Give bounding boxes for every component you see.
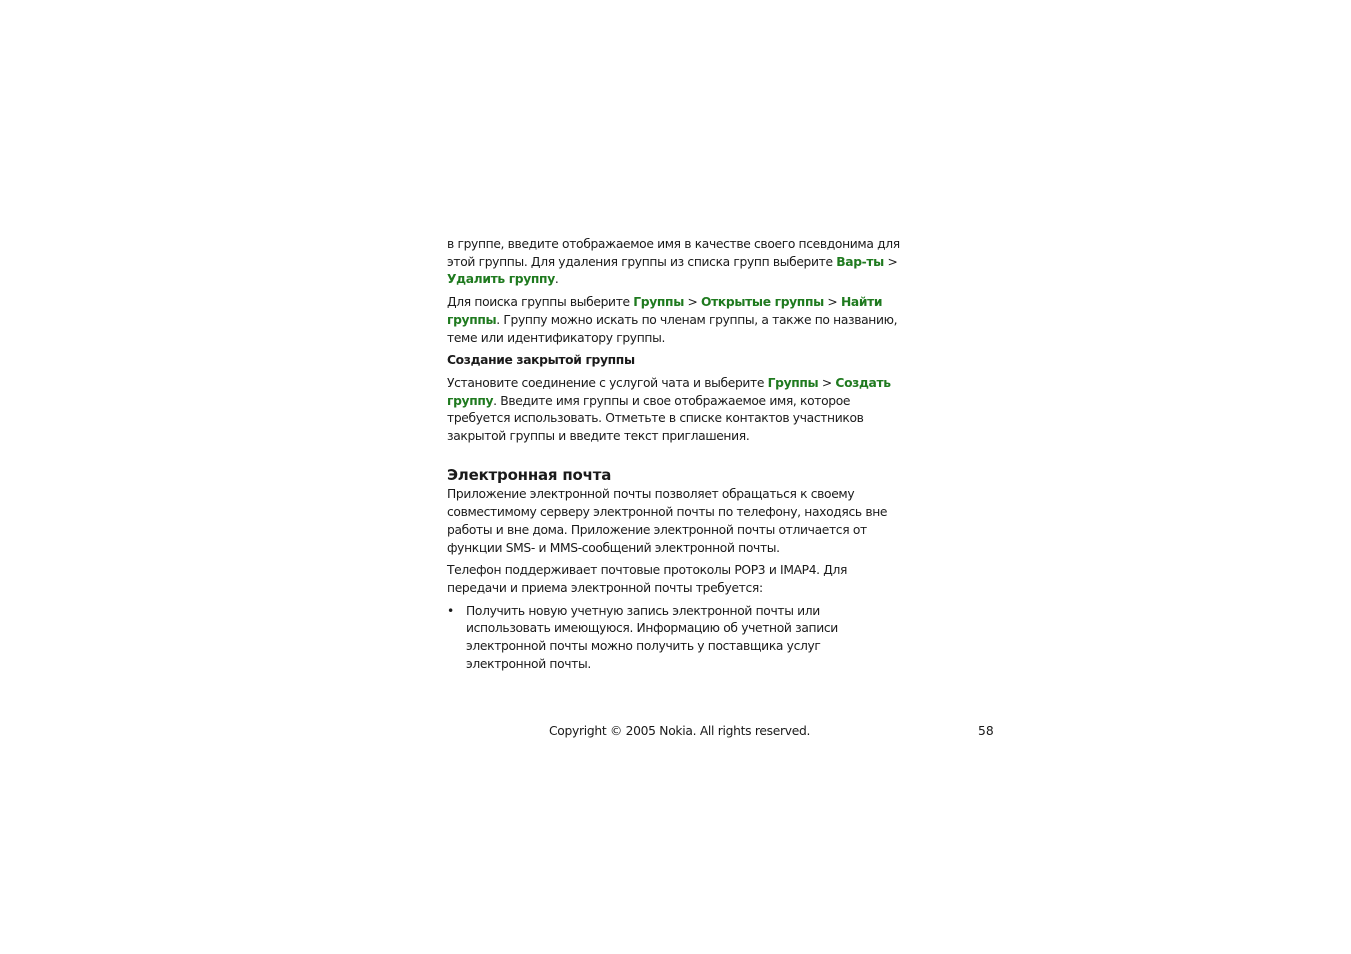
bullet-icon: • <box>447 603 454 618</box>
page-content <box>447 236 903 673</box>
paragraph-email-intro: Приложение электронной почты позволяет обращаться к своему совместимому серверу электронной почты по телефону, находясь вне работы и вне дома. Приложение электронной почты отличается от функции SMS- и MMS-сообщений электронной почты. <box>447 487 888 555</box>
requirements-list <box>447 603 903 674</box>
paragraph-group-search: Для поиска группы выберите Группы > Открытые группы > Найти группы. Группу можно искать по членам группы, а также по названию, теме или идентификатору группы. <box>447 295 898 345</box>
subheading-private-group: Создание закрытой группы <box>447 353 635 368</box>
menu-path-find-groups: Найти группы <box>447 295 883 327</box>
list-item-text: Получить новую учетную запись электронной почты или использовать имеющуюся. Информацию об учетной записи электронной почты можно получить у поставщика услуг электронной почты. <box>466 603 838 671</box>
menu-path-groups-2: Группы <box>767 375 819 390</box>
section-title-email: Электронная почта <box>447 465 612 484</box>
menu-path-open-groups: Открытые группы <box>701 295 824 310</box>
paragraph-group-name: в группе, введите отображаемое имя в качестве своего псевдонима для этой группы. Для удаления группы из списка групп выберите Вар-ты > Удалить группу. <box>447 237 900 287</box>
list-item <box>447 603 903 674</box>
menu-path-delete-group: Удалить группу <box>447 272 555 287</box>
menu-path-groups: Группы <box>633 295 684 310</box>
footer-copyright: Copyright © 2005 Nokia. All rights reserved. <box>549 724 811 738</box>
page-number: 58 <box>978 724 994 738</box>
paragraph-create-group: Установите соединение с услугой чата и выберите Группы > Создать группу. Введите имя группы и свое отображаемое имя, которое требуется использовать. Отметьте в списке контактов участников закрытой группы и введите текст приглашения. <box>447 375 891 444</box>
menu-path-options: Вар-ты <box>836 254 884 269</box>
paragraph-email-protocols: Телефон поддерживает почтовые протоколы POP3 и IMAP4. Для передачи и приема электронной почты требуется: <box>447 563 848 595</box>
menu-path-create-group: Создать группу <box>447 375 891 408</box>
